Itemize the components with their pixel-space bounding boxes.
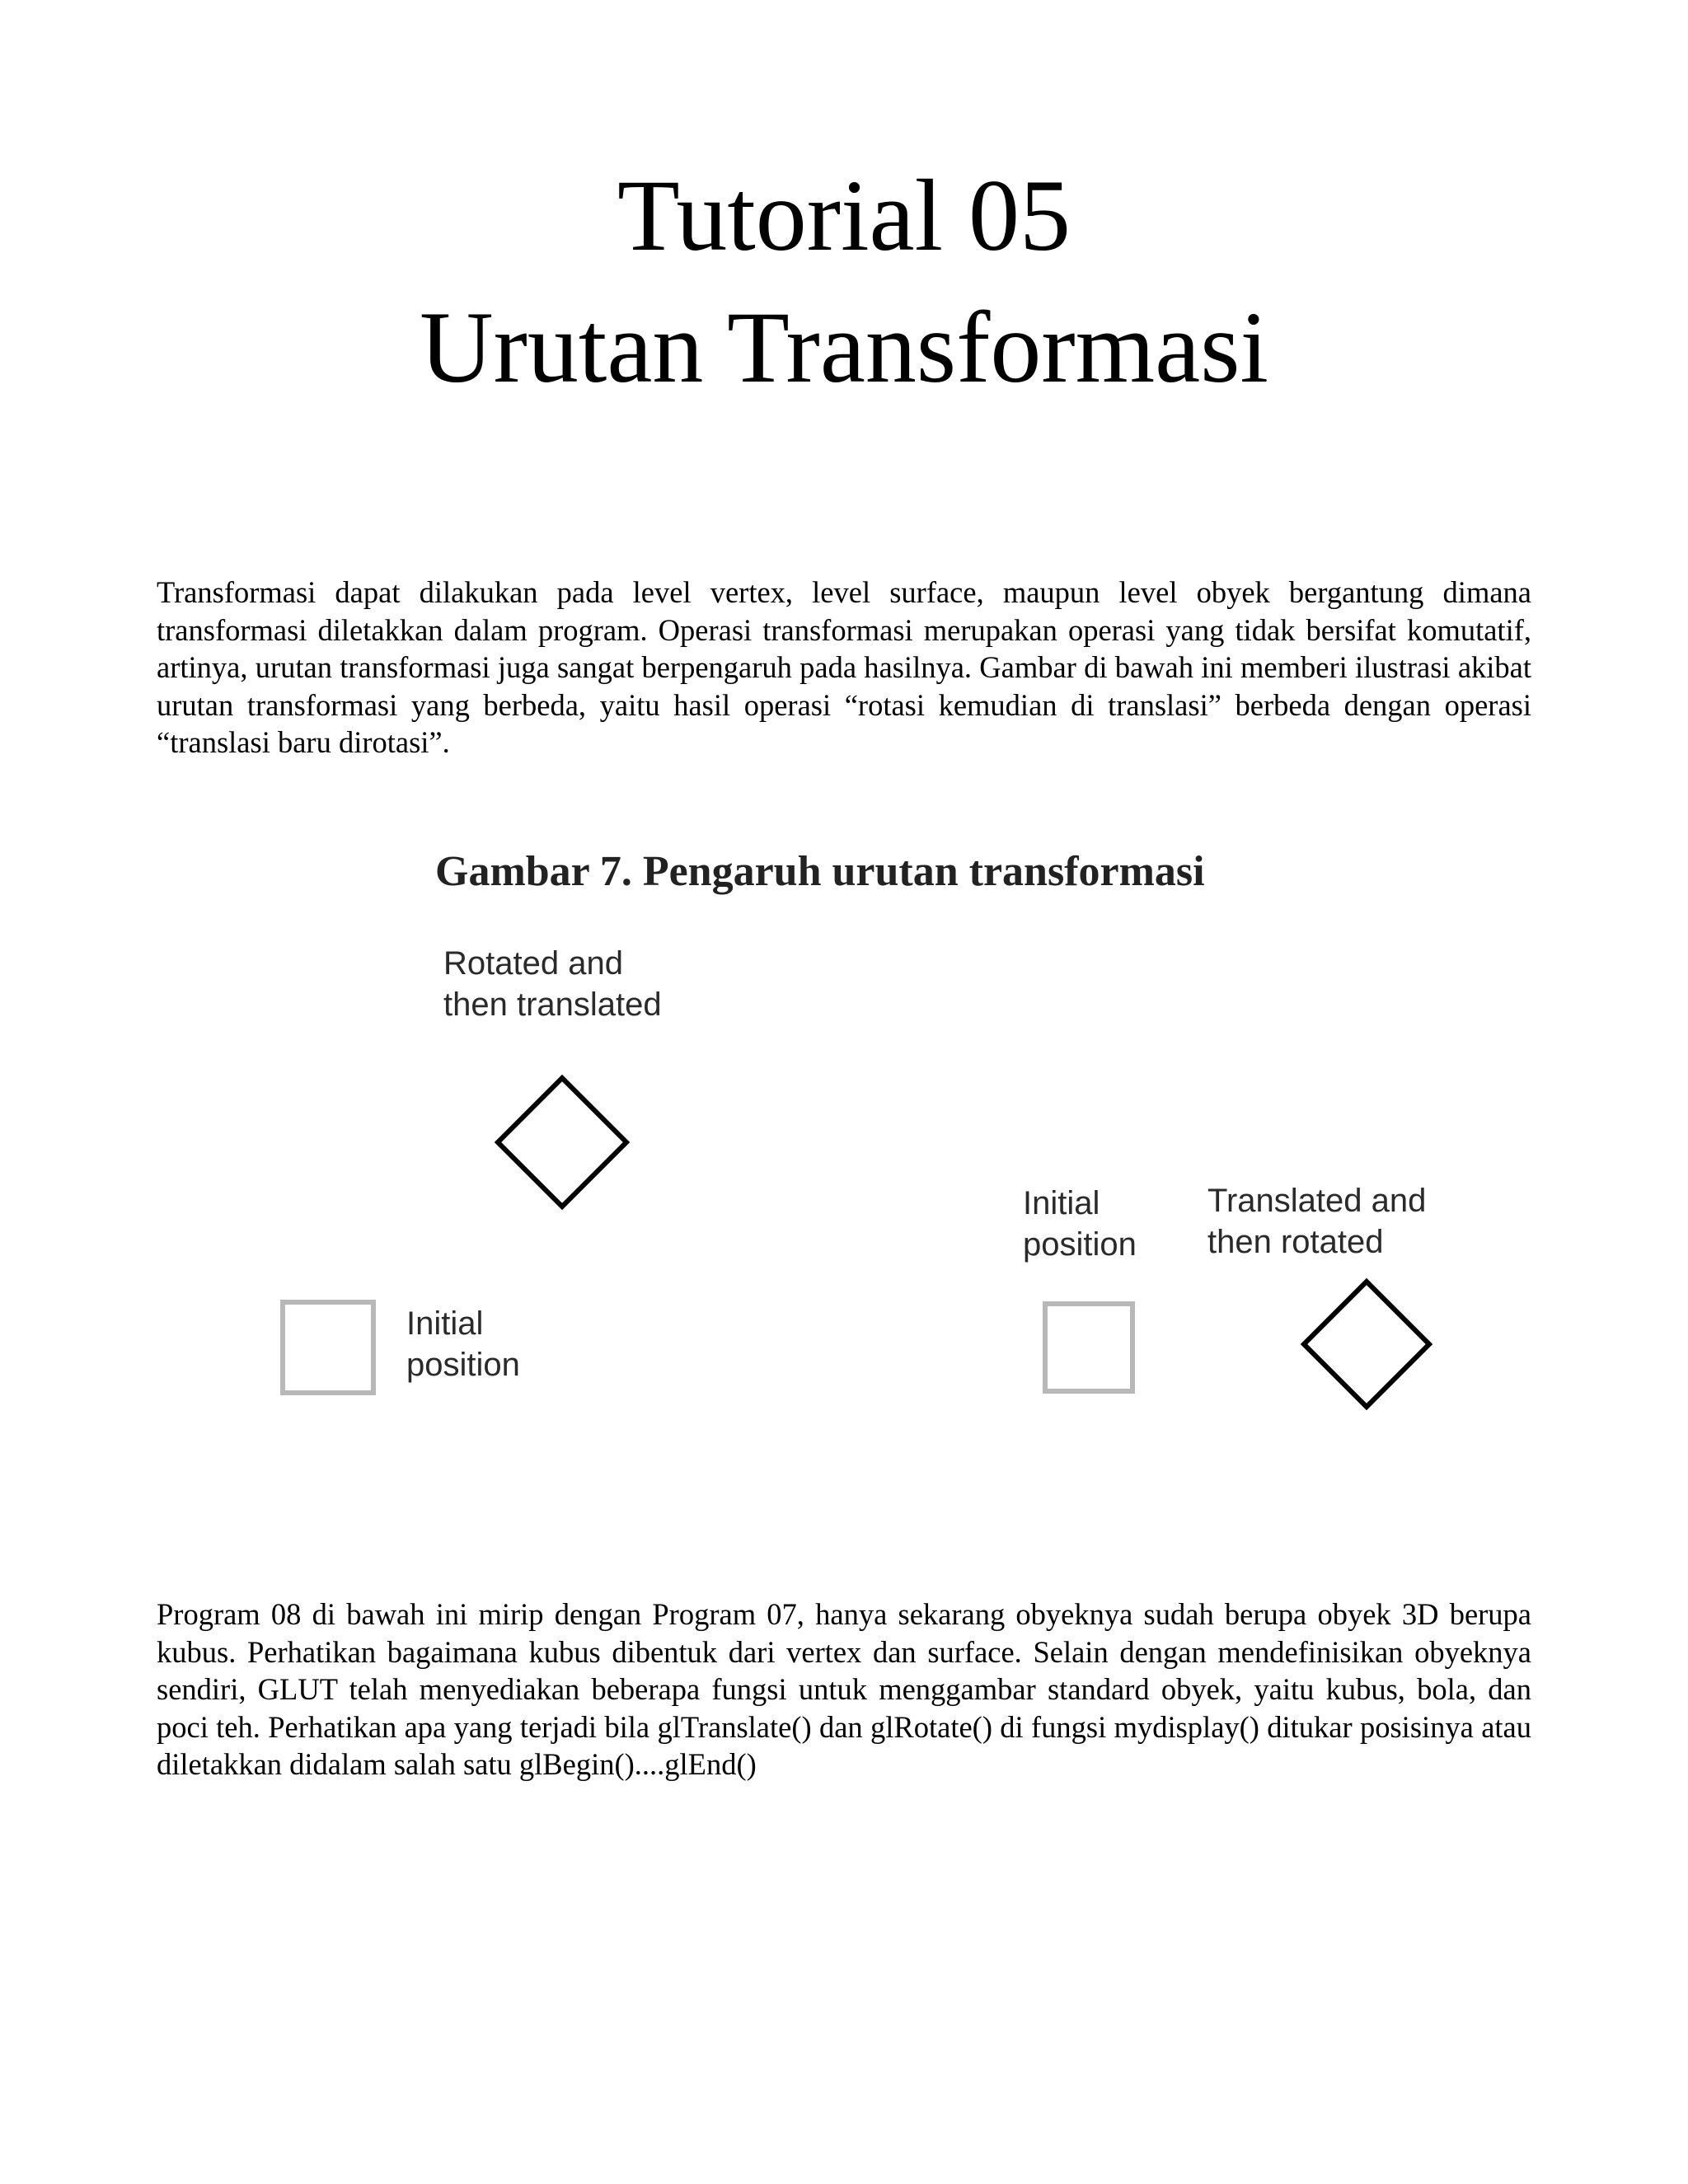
label-initial-position-left: Initial position	[406, 1305, 520, 1383]
square-initial-position-right	[1043, 1301, 1135, 1394]
label-rotated-then-translated: Rotated and then translated	[443, 945, 662, 1023]
title-line-2: Urutan Transformasi	[420, 291, 1268, 404]
diamond-translated-then-rotated	[1301, 1278, 1432, 1410]
intro-paragraph: Transformasi dapat dilakukan pada level vertex, level surface, maupun level obyek bergantung dimana transformasi diletakkan dalam program. Operasi transformasi merupakan operasi yang tidak bersifat komutatif, artinya, urutan transformasi juga sangat berpengaruh pada hasilnya. Gambar di bawah ini memberi ilustrasi akibat urutan transformasi yang berbeda, yaitu hasil operasi “rotasi kemudian di translasi” berbeda dengan operasi “translasi baru dirotasi”.	[157, 575, 1531, 759]
title-line-1: Tutorial 05	[617, 159, 1071, 272]
figure-caption: Gambar 7. Pengaruh urutan transformasi	[435, 848, 1205, 895]
diamond-rotated-then-translated	[495, 1075, 630, 1210]
label-translated-then-rotated: Translated and then rotated	[1207, 1183, 1427, 1260]
label-initial-position-right: Initial position	[1023, 1185, 1137, 1263]
square-initial-position-left	[280, 1300, 376, 1395]
program-paragraph: Program 08 di bawah ini mirip dengan Program 07, hanya sekarang obyeknya sudah berupa obyek 3D berupa kubus. Perhatikan bagaimana kubus dibentuk dari vertex dan surface. Selain dengan mendefinisikan obyeknya sendiri, GLUT telah menyediakan beberapa fungsi untuk menggambar standard obyek, yaitu kubus, bola, dan poci teh. Perhatikan apa yang terjadi bila glTranslate() dan glRotate() di fungsi mydisplay() ditukar posisinya atau diletakkan didalam salah satu glBegin()....glEnd()	[157, 1597, 1531, 1781]
